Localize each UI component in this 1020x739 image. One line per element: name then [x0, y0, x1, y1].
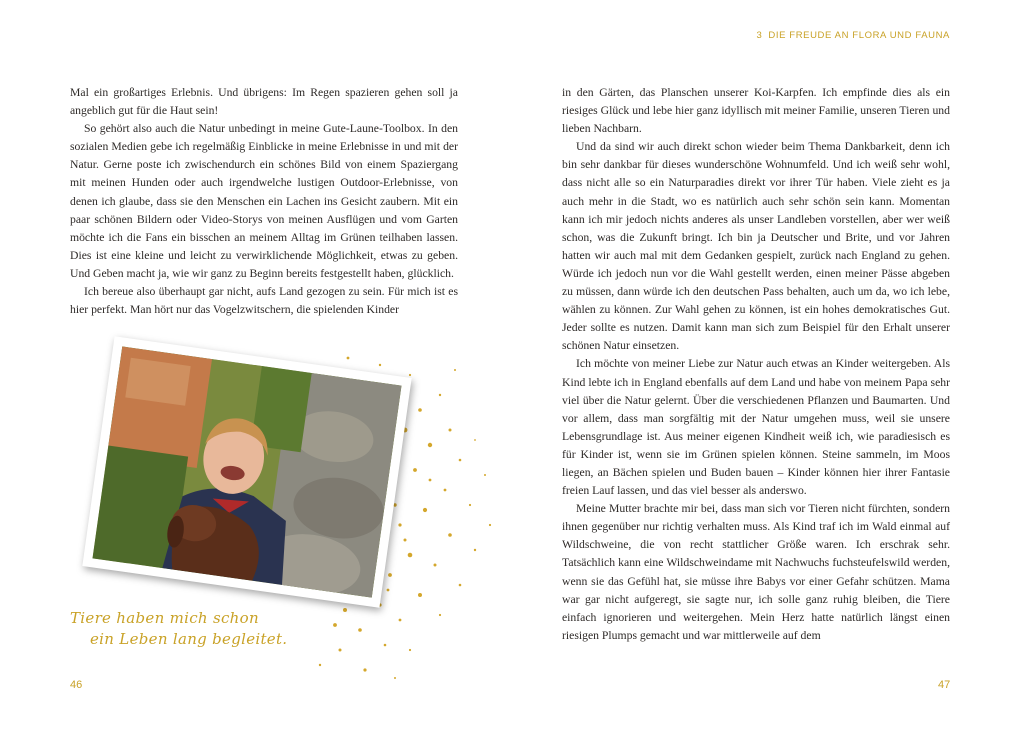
paragraph: So gehört also auch die Natur unbedingt in meine Gute-Laune-Toolbox. In den sozialen Medien gebe ich regelmäßig Einblicke in meine Erlebnisse in und mit der Natur. Gerne poste ich zwischendurch ein schönes Bild von einem Spaziergang mit meinen Hunden oder auch irgendwelche lustigen Outdoor-Erlebnisse, von denen ich glaube, dass sie den Menschen ein Lachen ins Gesicht zaubern. Mit ein paar schönen Bildern oder Video-Storys von meinen Ausflügen und vom Garten möchte ich die Fans ein bisschen an meinem Alltag im Grünen teilhaben lassen. Dies ist eine kleine und leicht zu verwirklichende Möglichkeit, etwas zu geben. Und Geben macht ja, wie wir ganz zu Beginn bereits festgestellt haben, glücklich. — [70, 122, 458, 280]
caption-line-1: Tiere haben mich schon — [70, 609, 259, 627]
chapter-title: DIE FREUDE AN FLORA UND FAUNA — [768, 30, 950, 41]
page-number-left: 46 — [70, 679, 83, 691]
paragraph: Ich möchte von meiner Liebe zur Natur auch etwas an Kinder weitergeben. Als Kind lebte ich in England ebenfalls auf dem Land und habe von meinem Papa sehr viel über die Natur gelernt. Über die verschiedenen Pflanzen und Baumarten. Und vor allem, dass man sorgfältig mit der Natur umgehen muss, weil sie unsere Lebensgrundlage ist. Aus meiner eigenen Kindheit weiß ich, wie paradiesisch es für Kinder ist, wenn sie im Grünen spielen können. Steine sammeln, im Moos liegen, an Bächen spielen und Buden bauen – Kinder können hier ihrer Fantasie freien Lauf lassen, und das viel besser als anderswo. — [562, 357, 950, 498]
running-head — [757, 30, 950, 41]
photo-caption — [70, 608, 287, 650]
paragraph: Meine Mutter brachte mir bei, dass man sich vor Tieren nicht fürchten, sondern ihnen gegenüber nur richtig verhalten muss. Als Kind traf ich im Wald einmal auf Wildschweine, die von recht stattlicher Größe waren. Ich erschrak sehr. Tatsächlich kann eine Wildschweindame mit Nachwuchs fuchsteufelswild werden, wenn sie das Gefühl hat, sie müsse ihre Babys vor einer Gefahr schützen. Mama war gar nicht aufgeregt, sie sagte nur, ich solle ganz ruhig bleiben, die Tiere einfach ignorieren und weitergehen. Mein Herz hatte natürlich längst einen riesigen Plumps gemacht und war mittlerweile auf dem — [562, 502, 950, 642]
right-page — [510, 0, 1020, 739]
page-number-right: 47 — [938, 679, 951, 691]
chapter-number: 3 — [756, 30, 763, 41]
photo-boy-with-dog-image — [92, 346, 401, 597]
right-body-text — [562, 84, 950, 645]
caption-line-2: ein Leben lang begleitet. — [90, 630, 288, 648]
left-body-text — [70, 84, 458, 319]
paragraph: Mal ein großartiges Erlebnis. Und übrigens: Im Regen spazieren gehen soll ja angeblich gut für die Haut sein! — [70, 86, 458, 118]
childhood-photo — [82, 336, 411, 607]
paragraph: Und da sind wir auch direkt schon wieder beim Thema Dankbarkeit, denn ich bin sehr dankbar für dieses wunderschöne Wohnumfeld. Und ich weiß sehr wohl, dass nicht alle so ein Naturparadies direkt vor ihrer Tür haben. Viele zieht es ja auch mehr in die Stadt, wo es natürlich auch sehr schön sein kann. Momentan kann ich mir jedoch nichts anderes als unser Landleben vorstellen, aber wer weiß schon, was die Zukunft bringt. Ich bin ja Deutscher und Brite, und vor Jahren hatten wir auch mal mit dem Gedanken gespielt, zurück nach England zu gehen. Würde ich jedoch nun vor die Wahl gestellt werden, einen meiner Pässe abgeben zu müssen, dann würde ich den deutschen Pass behalten, auch um da, wo ich lebe, wählen zu können. Zur Wahl gehen zu können, ist ein hohes demokratisches Gut. Jeder sollte es nutzen. Damit kann man sich zum Beispiel für den Erhalt unserer schönen Natur einsetzen. — [562, 140, 950, 353]
paragraph: in den Gärten, das Planschen unserer Koi-Karpfen. Ich empfinde dies als ein riesiges Glück und lebe hier ganz idyllisch mit meiner Familie, unseren Tieren und lieben Nachbarn. — [562, 86, 950, 136]
paragraph: Ich bereue also überhaupt gar nicht, aufs Land gezogen zu sein. Für mich ist es hier perfekt. Man hört nur das Vogelzwitschern, die spielenden Kinder — [70, 285, 458, 317]
